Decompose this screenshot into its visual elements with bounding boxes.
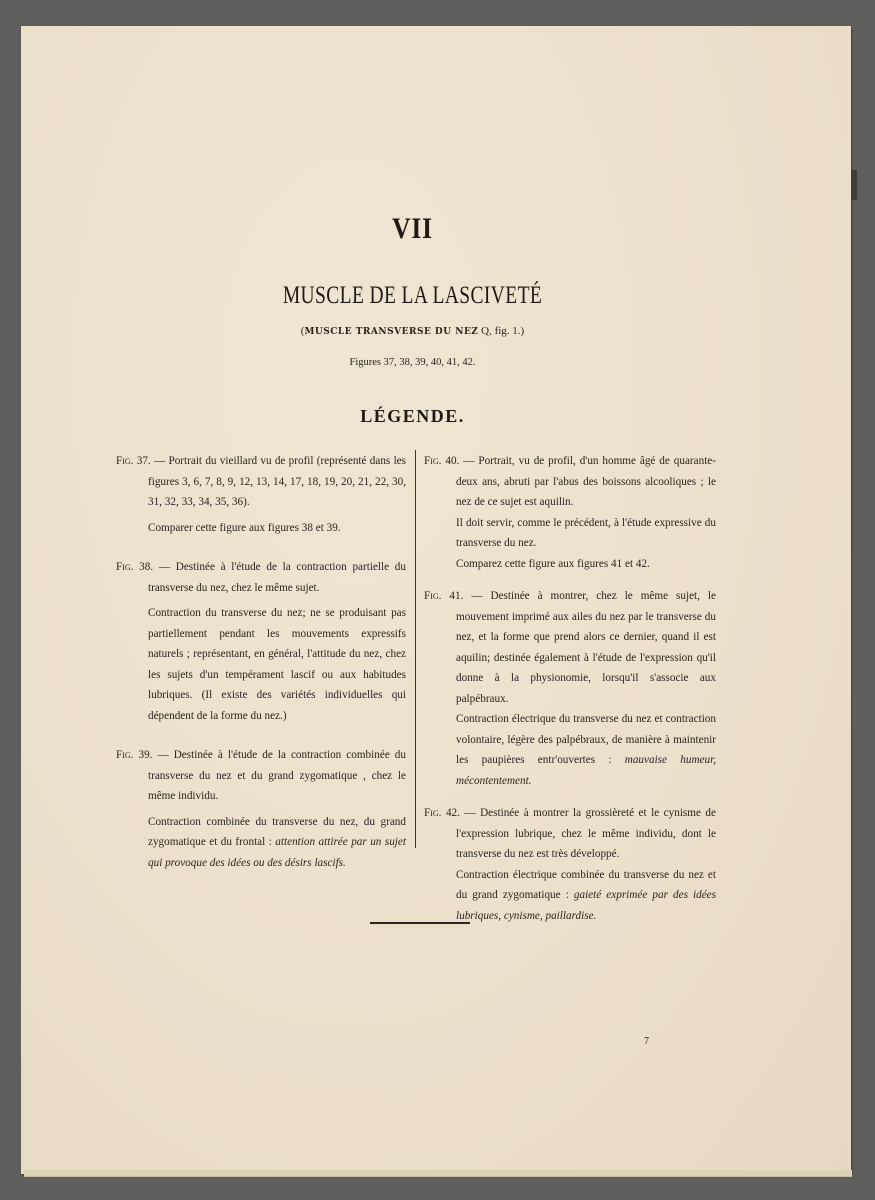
fig-description: — Destinée à montrer, chez le même sujet, le mouvement imprimé aux ailes du nez par le transverse du nez, et la forme que prend alors ce dernier, quand il est aquilin; destinée également à l'étude de l'expression qu'il donne à la physionomie, lorsqu'il s'associe aux palpébraux.: [456, 590, 716, 705]
paper-edge-notch: [851, 170, 857, 200]
fig-description: — Destinée à l'étude de la contraction combinée du transverse du nez et du grand zygomatique , chez le même individu.: [148, 749, 406, 802]
fig-description: — Destinée à montrer la grossièreté et le cynisme de l'expression lubrique, chez le même individu, dont le transverse du nez est très développé.: [456, 807, 716, 860]
fig-note: Il doit servir, comme le précédent, à l'étude expressive du transverse du nez.: [456, 516, 716, 549]
fig-label: Fig. 37.: [116, 455, 151, 467]
fig-note: Contraction combinée du transverse du nez, du grand zygomatique et du frontal :: [148, 815, 406, 848]
page-number: 7: [644, 1036, 649, 1047]
fig-note: Contraction électrique combinée du transverse du nez et du grand zygomatique :: [456, 868, 716, 901]
fig-label: Fig. 38.: [116, 561, 154, 573]
fig-note-italic: mauvaise humeur, mécontentement.: [456, 754, 716, 787]
legend-entry-fig-39: [116, 745, 406, 873]
figures-list: Figures 37, 38, 39, 40, 41, 42.: [349, 357, 476, 368]
legend-entry-fig-37: [116, 451, 406, 538]
fig-label: Fig. 40.: [424, 455, 460, 467]
legend-entry-fig-38: [116, 557, 406, 726]
legend-entry-fig-41: [424, 586, 716, 791]
fig-description: — Portrait du vieillard vu de profil (représenté dans les figures 3, 6, 7, 8, 9, 12, 13, 14, 17, 18, 19, 20, 21, 22, 30, 31, 32, 33, 34, 35, 36).: [148, 455, 406, 508]
fig-note-italic: attention attirée par un sujet qui provoque des idées ou des désirs lascifs.: [148, 836, 406, 869]
legend-right-column: [424, 451, 716, 926]
fig-note: Contraction du transverse du nez; ne se produisant pas partiellement pendant les mouvements expressifs naturels ; représentant, en général, l'attitude du nez, chez les sujets d'un tempérament lascif ou aux habitudes lubriques. (Il existe des variétés individuelles qui dépendent de la forme du nez.): [148, 607, 406, 722]
fig-note: Comparer cette figure aux figures 38 et 39.: [148, 521, 341, 534]
legend-left-column: [116, 451, 406, 873]
subtitle: [0, 325, 825, 337]
fig-description: — Portrait, vu de profil, d'un homme âgé de quarante-deux ans, abruti par l'abus des boissons alcooliques ; le nez de ce sujet est aquilin.: [456, 455, 716, 508]
column-divider: [415, 450, 416, 848]
paper-bottom-edge: [24, 1170, 852, 1177]
fig-note-italic: gaieté exprimée par des idées lubriques, cynisme, paillardise.: [456, 889, 716, 922]
section-number: VII: [392, 212, 433, 245]
subtitle-muscle-name: MUSCLE TRANSVERSE DU NEZ: [304, 327, 479, 337]
fig-note: Contraction électrique du transverse du nez et contraction volontaire, légère des palpébraux, de manière à maintenir les paupières entr'ouvertes :: [456, 713, 716, 766]
fig-label: Fig. 41.: [424, 590, 464, 602]
fig-note-compare: Comparez cette figure aux figures 41 et 42.: [456, 557, 650, 570]
legend-entry-fig-42: [424, 803, 716, 926]
fig-description: — Destinée à l'étude de la contraction partielle du transverse du nez, chez le même sujet.: [148, 561, 406, 594]
fig-label: Fig. 39.: [116, 749, 153, 761]
fig-label: Fig. 42.: [424, 807, 460, 819]
legend-heading: LÉGENDE.: [360, 406, 465, 426]
page-title: MUSCLE DE LA LASCIVETÉ: [282, 282, 543, 309]
legend-entry-fig-40: [424, 451, 716, 574]
subtitle-reference: Q, fig. 1.): [478, 325, 525, 337]
closing-rule: [370, 922, 470, 924]
subtitle-open: (: [300, 325, 305, 337]
